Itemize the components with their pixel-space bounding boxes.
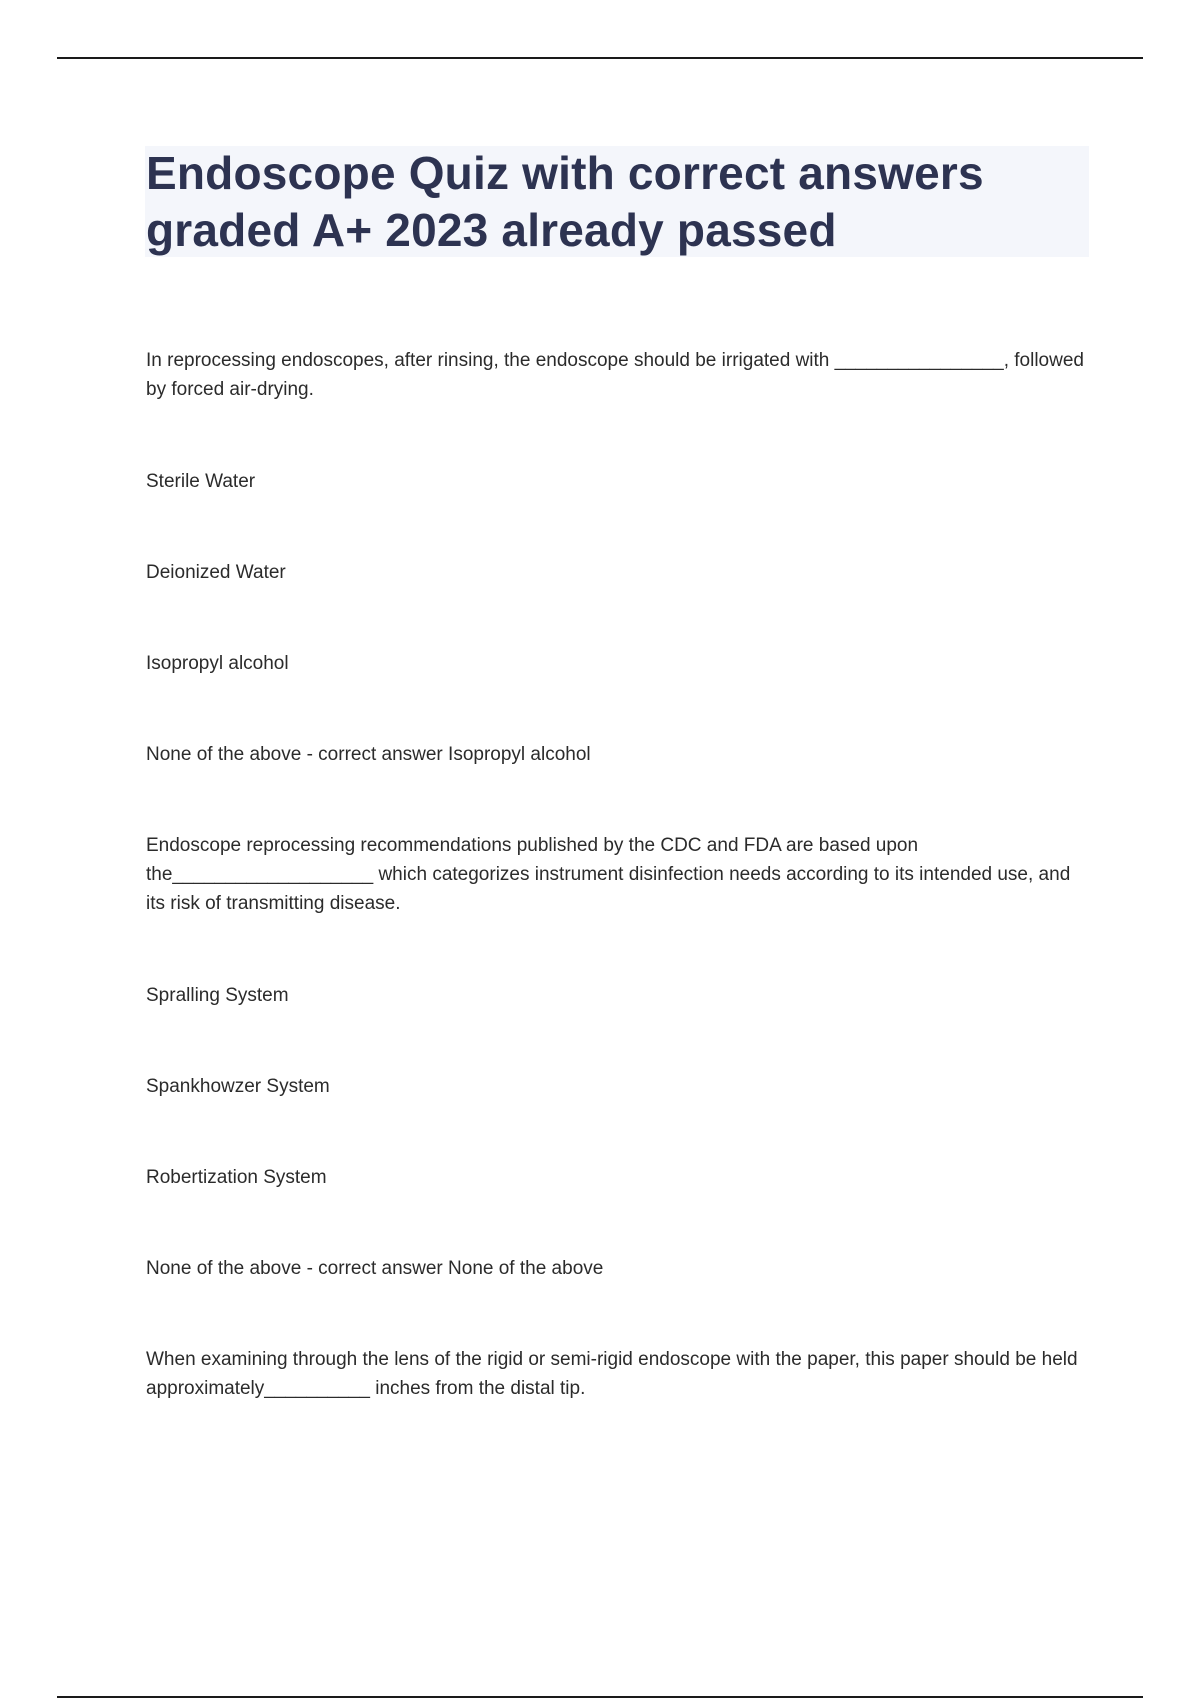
question-2-option-a: Spralling System [146,985,289,1006]
page-top-rule [57,57,1143,59]
question-1-option-a: Sterile Water [146,471,256,492]
question-2-option-b: Spankhowzer System [146,1076,330,1097]
question-2-prompt: Endoscope reprocessing recommendations published by the CDC and FDA are based upon the___________________ which categorizes instrument disinfection needs according to its intended use, and its risk of transmitting disease. [146,835,1071,914]
question-1-option-d-with-answer: None of the above - correct answer Isopropyl alcohol [146,744,591,765]
question-3-prompt: When examining through the lens of the rigid or semi-rigid endoscope with the paper, this paper should be held approximately__________ inches from the distal tip. [146,1349,1078,1399]
document-title: Endoscope Quiz with correct answers graded A+ 2023 already passed [146,147,984,256]
page-bottom-rule [57,1696,1143,1698]
question-1-prompt: In reprocessing endoscopes, after rinsing, the endoscope should be irrigated with ________________, followed by forced air-drying. [146,350,1084,400]
question-1-option-b: Deionized Water [146,562,286,583]
question-1-option-c: Isopropyl alcohol [146,653,289,674]
question-2-option-d-with-answer: None of the above - correct answer None of the above [146,1258,604,1279]
question-2-option-c: Robertization System [146,1167,327,1188]
